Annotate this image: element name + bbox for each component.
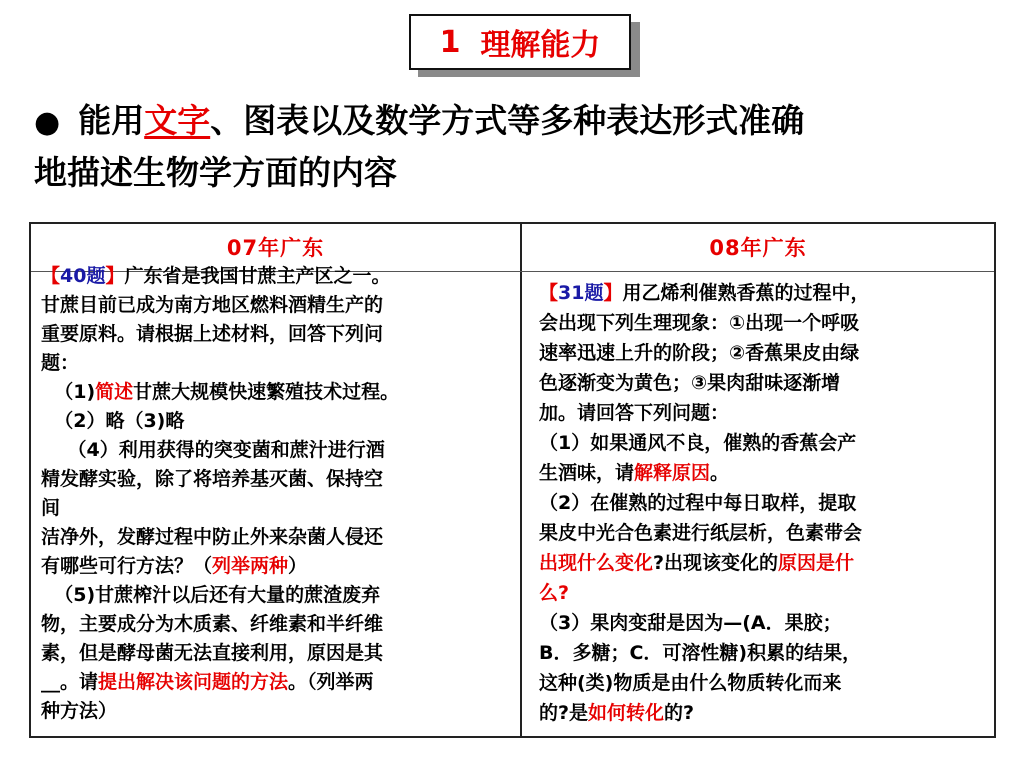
left-11-red: 列举两种 <box>212 555 289 577</box>
right-line-13: B．多糖；C．可溶性糖)积累的结果， <box>539 642 862 664</box>
heading-prefix: 能用 <box>78 101 145 140</box>
bracket-close: 】 <box>105 265 125 287</box>
right-line-6: （1）如果通风不良，催熟的香蕉会产 <box>539 432 857 454</box>
left-line-4: 题： <box>41 352 80 374</box>
right-10-red2: 原因是什 <box>778 552 855 574</box>
main-heading <box>34 96 994 198</box>
right-15-red: 如何转化 <box>588 702 665 724</box>
right-line-4: 色逐渐变为黄色；③果肉甜味逐渐增 <box>539 372 841 394</box>
right-line-5: 加。请回答下列问题： <box>539 402 730 424</box>
right-line-11: 么? <box>539 582 570 604</box>
left-line-6 <box>41 407 519 436</box>
right-line-9: 果皮中光合色素进行纸层析，色素带会 <box>539 522 863 544</box>
left-line-15 <box>41 668 519 697</box>
header-07: 07年广东 <box>226 236 325 260</box>
left-15a: __。请 <box>41 671 99 693</box>
right-7-red: 解释原因 <box>634 462 711 484</box>
right-line-8: （2）在催熟的过程中每日取样，提取 <box>539 492 857 514</box>
left-line-8: 精发酵实验，除了将培养基灭菌、保持空 <box>41 468 384 490</box>
right-line-2: 会出现下列生理现象：①出现一个呼吸 <box>539 312 860 334</box>
left-line-1 <box>41 262 519 291</box>
right-line-3: 速率迅速上升的阶段；②香蕉果皮由绿 <box>539 342 860 364</box>
right-15b: 的? <box>664 702 695 724</box>
left-5a: （1) <box>54 381 96 403</box>
right-text-1: 用乙烯利催熟香蕉的过程中， <box>622 282 870 304</box>
left-11b: ） <box>288 555 308 577</box>
bracket-open: 【 <box>41 265 61 287</box>
right-7b: 。 <box>710 462 730 484</box>
heading-line2: 地描述生物学方面的内容 <box>34 153 397 192</box>
bracket-open: 【 <box>539 282 559 304</box>
title-number: 1 <box>439 24 461 60</box>
title-frame <box>409 14 631 70</box>
right-line-7 <box>539 459 994 489</box>
question-07-cell <box>41 262 519 726</box>
heading-underlined-word: 文字 <box>144 101 211 140</box>
right-15a: 的?是 <box>539 702 589 724</box>
left-line-9: 间 <box>41 497 61 519</box>
left-line-16: 种方法） <box>41 700 118 722</box>
left-line-3: 重要原料。请根据上述材料，回答下列问 <box>41 323 384 345</box>
right-10b: ?出现该变化的 <box>653 552 779 574</box>
left-line-10: 洁净外，发酵过程中防止外来杂菌人侵还 <box>41 526 384 548</box>
left-line-2: 甘蔗目前已成为南方地区燃料酒精生产的 <box>41 294 384 316</box>
left-7: （4）利用获得的突变菌和蔗汁进行酒 <box>67 439 385 461</box>
left-line-5 <box>41 378 519 407</box>
left-11a: 有哪些可行方法？（ <box>41 555 213 577</box>
heading-rest: 、图表以及数学方式等多种表达形式准确 <box>210 101 805 140</box>
right-line-1 <box>539 279 994 309</box>
right-line-12: （3）果肉变甜是因为—(A．果胶； <box>539 612 842 634</box>
left-line-14: 素，但是酵母菌无法直接利用，原因是其 <box>41 642 384 664</box>
left-12: （5)甘蔗榨汁以后还有大量的蔗渣废弃 <box>54 584 381 606</box>
column-divider <box>520 224 522 736</box>
question-number-31: 31题 <box>558 282 604 304</box>
question-number-40: 40题 <box>60 265 106 287</box>
right-line-15 <box>539 699 994 729</box>
left-15-red: 提出解决该问题的方法 <box>98 671 289 693</box>
right-7a: 生酒味，请 <box>539 462 635 484</box>
left-6: （2）略（3)略 <box>54 410 185 432</box>
right-line-14: 这种(类)物质是由什么物质转化而来 <box>539 672 842 694</box>
bracket-close: 】 <box>603 282 623 304</box>
left-line-12 <box>41 581 519 610</box>
header-08: 08年广东 <box>709 236 807 260</box>
comparison-table <box>29 222 996 738</box>
left-line-7 <box>41 436 519 465</box>
left-5b: 甘蔗大规模快速繁殖技术过程。 <box>133 381 400 403</box>
title-box <box>409 14 641 78</box>
left-15b: 。（列举两 <box>288 671 374 693</box>
right-line-10 <box>539 549 994 579</box>
left-line-11 <box>41 552 519 581</box>
left-line-13: 物，主要成分为木质素、纤维素和半纤维 <box>41 613 384 635</box>
left-text-1: 广东省是我国甘蔗主产区之一。 <box>124 265 391 287</box>
right-10-red1: 出现什么变化 <box>539 552 654 574</box>
title-text: 理解能力 <box>480 28 601 63</box>
left-5-red: 简述 <box>95 381 134 403</box>
bullet-icon: ● <box>34 105 61 140</box>
question-08-cell <box>539 279 994 729</box>
